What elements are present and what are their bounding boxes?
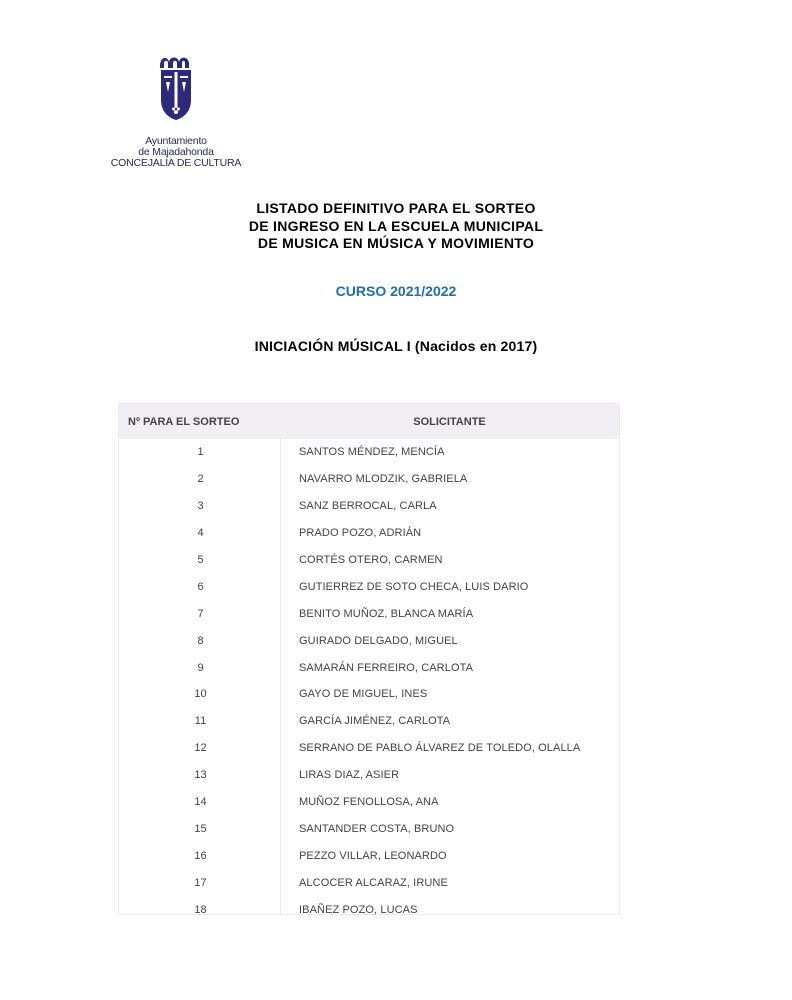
row-number: 11 [194,715,207,728]
municipal-logo [108,52,244,169]
row-applicant-name: SANTOS MÉNDEZ, MENCÍA [299,446,445,459]
level-subtitle: INICIACIÓN MÚSICAL I (Nacidos en 2017) [254,338,538,354]
row-applicant-name: GUTIERREZ DE SOTO CHECA, LUIS DARIO [299,580,529,593]
row-applicant-name: PEZZO VILLAR, LEONARDO [299,849,447,862]
course-label: CURSO 2021/2022 [335,283,457,299]
table-row [119,520,619,547]
table-row [119,439,619,466]
table-row [119,600,619,627]
row-applicant-name: SANZ BERROCAL, CARLA [299,500,437,513]
table-row [119,896,619,923]
majadahonda-shield-icon [156,52,196,122]
table-row [119,547,619,574]
row-applicant-name: SAMARÁN FERREIRO, CARLOTA [299,661,474,674]
table-row [119,735,619,762]
table-row [119,627,619,654]
header-applicant: SOLICITANTE [413,415,486,428]
row-number: 1 [197,446,204,459]
row-number: 2 [197,473,204,486]
title-line3: DE MUSICA EN MÚSICA Y MOVIMIENTO [257,235,535,251]
row-number: 10 [194,688,207,701]
header-number: Nº PARA EL SORTEO [128,415,240,428]
row-applicant-name: GARCÍA JIMÉNEZ, CARLOTA [299,715,451,728]
table-row [119,466,619,493]
table-row [119,815,619,842]
row-applicant-name: BENITO MUÑOZ, BLANCA MARÍA [299,607,474,620]
row-number: 8 [197,634,204,647]
row-applicant-name: SANTANDER COSTA, BRUNO [299,822,455,835]
row-applicant-name: PRADO POZO, ADRIÁN [299,527,422,540]
table-row [119,654,619,681]
row-number: 13 [194,769,207,782]
row-number: 12 [194,742,207,755]
row-number: 15 [194,822,207,835]
table-header [119,404,619,439]
row-applicant-name: CORTÉS OTERO, CARMEN [299,554,443,566]
table-row [119,842,619,869]
table-body [119,439,619,923]
logo-text-line3: CONCEJALÍA DE CULTURA [110,157,242,169]
table-row [119,493,619,520]
row-number: 5 [197,554,204,566]
row-applicant-name: ALCOCER ALCARAZ, IRUNE [299,876,448,889]
row-applicant-name: LIRAS DIAZ, ASIER [299,769,400,782]
table-row [119,573,619,600]
table-row [119,789,619,816]
row-number: 9 [197,661,204,674]
title-line1: LISTADO DEFINITIVO PARA EL SORTEO [256,200,536,216]
row-number: 18 [194,903,207,916]
applicants-table [118,403,620,915]
table-row [119,681,619,708]
row-number: 3 [197,500,204,513]
row-number: 4 [197,527,204,540]
row-applicant-name: GAYO DE MIGUEL, INES [299,688,428,701]
row-applicant-name: SERRANO DE PABLO ÁLVAREZ DE TOLEDO, OLALLA [299,742,581,755]
logo-text-line2: de Majadahonda [138,146,214,158]
row-applicant-name: NAVARRO MLODZIK, GABRIELA [299,473,468,486]
row-number: 7 [197,607,204,620]
row-number: 16 [194,849,207,862]
logo-text-line1: Ayuntamiento [145,135,207,147]
row-number: 6 [197,580,204,593]
row-applicant-name: MUÑOZ FENOLLOSA, ANA [299,796,439,809]
title-line2: DE INGRESO EN LA ESCUELA MUNICIPAL [248,217,544,234]
row-applicant-name: IBAÑEZ POZO, LUCAS [299,903,418,916]
row-applicant-name: GUIRADO DELGADO, MIGUEL [299,634,458,647]
row-number: 17 [194,876,207,889]
table-row [119,762,619,789]
table-row [119,869,619,896]
table-row [119,708,619,735]
document-title [0,200,792,253]
row-number: 14 [194,796,207,809]
